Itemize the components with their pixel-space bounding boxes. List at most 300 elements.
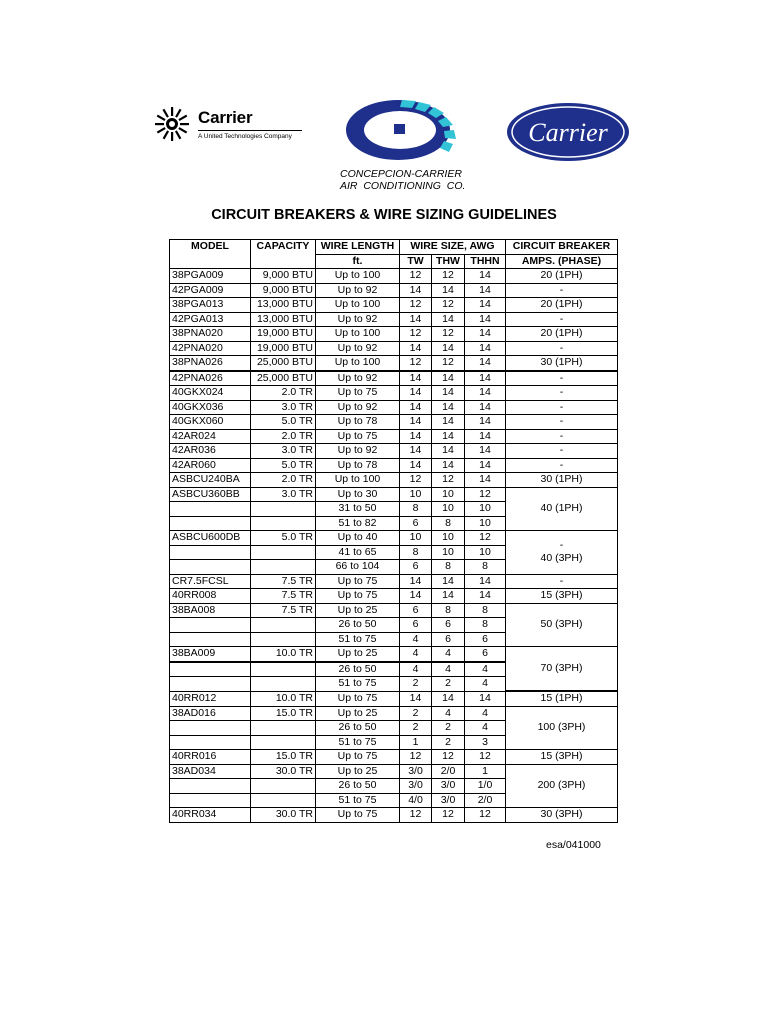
cell-capacity: 5.0 TR [251,458,316,473]
cell-length: 51 to 75 [316,793,400,808]
table-row [170,487,618,502]
cell-breaker: 50 (3PH) [506,603,618,647]
cell-length: Up to 75 [316,691,400,706]
cell-capacity: 7.5 TR [251,589,316,604]
sunburst-icon [154,106,190,142]
cell-length: 26 to 50 [316,721,400,736]
cell-tw: 8 [400,502,432,517]
cell-breaker: 40 (1PH) [506,487,618,531]
cell-thhn: 8 [465,618,506,633]
company-line-1: CONCEPCION-CARRIER [340,168,462,180]
cell-tw: 3/0 [400,779,432,794]
cell-thw: 10 [432,545,465,560]
table-row [170,444,618,459]
cell-model [170,502,251,517]
table-row [170,706,618,721]
cell-breaker: 30 (3PH) [506,808,618,823]
cell-thhn: 14 [465,458,506,473]
cell-thw: 14 [432,589,465,604]
cell-breaker: - [506,371,618,386]
cell-capacity: 9,000 BTU [251,283,316,298]
cell-thhn: 4 [465,662,506,677]
cell-thw: 14 [432,415,465,430]
cell-model: CR7.5FCSL [170,574,251,589]
table-row [170,589,618,604]
cell-capacity: 25,000 BTU [251,371,316,386]
cell-tw: 12 [400,808,432,823]
cell-model: 40GKX060 [170,415,251,430]
company-line-2: AIR CONDITIONING CO. [340,180,466,192]
cell-thw: 14 [432,400,465,415]
cell-capacity [251,721,316,736]
header-thw: THW [432,254,465,269]
cell-thhn: 12 [465,487,506,502]
cell-breaker: - [506,386,618,401]
cell-thhn: 8 [465,603,506,618]
document-reference: esa/041000 [546,839,601,851]
cell-model: 40RR008 [170,589,251,604]
cell-tw: 2 [400,721,432,736]
cell-model: 42PGA013 [170,312,251,327]
cell-capacity: 10.0 TR [251,647,316,662]
cell-tw: 2 [400,677,432,692]
table-header-row [170,240,618,255]
cell-thhn: 14 [465,400,506,415]
cell-capacity [251,793,316,808]
cell-thw: 14 [432,691,465,706]
cell-thw: 4 [432,706,465,721]
company-name [340,168,465,192]
brand-left-subtitle: A United Technologies Company [198,133,292,140]
cell-capacity [251,677,316,692]
cell-model [170,516,251,531]
cell-length: Up to 78 [316,415,400,430]
cell-thhn: 12 [465,531,506,546]
cell-thhn: 6 [465,632,506,647]
table-row [170,531,618,546]
cell-tw: 14 [400,415,432,430]
cell-model: 42AR060 [170,458,251,473]
cell-thw: 10 [432,502,465,517]
cell-thhn: 14 [465,356,506,371]
cell-length: Up to 100 [316,298,400,313]
concepcion-emblem-icon [340,97,468,161]
cell-capacity: 7.5 TR [251,603,316,618]
cell-capacity: 2.0 TR [251,473,316,488]
cell-length: Up to 30 [316,487,400,502]
cell-capacity: 13,000 BTU [251,298,316,313]
cell-tw: 14 [400,312,432,327]
cell-model: 38AD034 [170,764,251,779]
cell-model: 38BA008 [170,603,251,618]
cell-breaker: - [506,574,618,589]
cell-length: Up to 75 [316,429,400,444]
cell-thhn: 14 [465,386,506,401]
cell-thw: 2 [432,677,465,692]
cell-breaker: 200 (3PH) [506,764,618,808]
cell-length: 51 to 75 [316,735,400,750]
cell-tw: 14 [400,371,432,386]
header-model: MODEL [170,240,251,269]
table-row [170,429,618,444]
cell-tw: 14 [400,386,432,401]
cell-thhn: 2/0 [465,793,506,808]
cell-length: Up to 78 [316,458,400,473]
header-capacity: CAPACITY [251,240,316,269]
cell-thhn: 14 [465,312,506,327]
cell-tw: 6 [400,516,432,531]
header-breaker: CIRCUIT BREAKER [506,240,618,255]
cell-capacity [251,502,316,517]
cell-capacity: 7.5 TR [251,574,316,589]
table-row [170,371,618,386]
cell-thw: 12 [432,356,465,371]
cell-model: 42PGA009 [170,283,251,298]
cell-capacity: 30.0 TR [251,808,316,823]
table-row [170,298,618,313]
cell-model [170,618,251,633]
cell-length: 51 to 75 [316,632,400,647]
cell-thw: 14 [432,386,465,401]
cell-capacity [251,545,316,560]
brand-left-name: Carrier [198,108,253,127]
cell-thhn: 14 [465,269,506,284]
concepcion-carrier-logo [340,97,468,166]
cell-thhn: 14 [465,283,506,298]
cell-thw: 12 [432,750,465,765]
cell-length: 41 to 65 [316,545,400,560]
header-thhn: THHN [465,254,506,269]
brand-divider [198,130,302,131]
cell-length: 51 to 82 [316,516,400,531]
cell-capacity: 3.0 TR [251,487,316,502]
cell-thw: 12 [432,473,465,488]
cell-length: Up to 100 [316,473,400,488]
cell-thhn: 1/0 [465,779,506,794]
cell-breaker: - 40 (3PH) [506,531,618,575]
cell-length: Up to 92 [316,371,400,386]
table-row [170,574,618,589]
cell-capacity: 10.0 TR [251,691,316,706]
table-row [170,458,618,473]
cell-capacity [251,618,316,633]
cell-capacity [251,779,316,794]
cell-thhn: 4 [465,706,506,721]
table-row [170,764,618,779]
cell-capacity: 30.0 TR [251,764,316,779]
cell-length: Up to 25 [316,603,400,618]
cell-model: 38PNA020 [170,327,251,342]
cell-thw: 14 [432,574,465,589]
brand-right-name: Carrier [528,118,608,147]
cell-breaker: 30 (1PH) [506,356,618,371]
cell-thw: 8 [432,560,465,575]
cell-thhn: 14 [465,691,506,706]
cell-tw: 4 [400,662,432,677]
cell-thhn: 14 [465,473,506,488]
table-row [170,647,618,662]
cell-breaker: - [506,341,618,356]
cell-thhn: 4 [465,721,506,736]
carrier-oval-logo [505,101,631,168]
cell-length: Up to 100 [316,356,400,371]
cell-capacity: 2.0 TR [251,429,316,444]
cell-breaker: 15 (3PH) [506,589,618,604]
cell-thhn: 3 [465,735,506,750]
cell-capacity: 19,000 BTU [251,341,316,356]
cell-capacity: 19,000 BTU [251,327,316,342]
cell-tw: 6 [400,618,432,633]
cell-length: Up to 75 [316,589,400,604]
cell-length: Up to 75 [316,386,400,401]
cell-breaker: - [506,444,618,459]
cell-length: 26 to 50 [316,662,400,677]
cell-model [170,560,251,575]
table-row [170,691,618,706]
table-row [170,386,618,401]
cell-thw: 14 [432,283,465,298]
cell-length: Up to 92 [316,341,400,356]
table-row [170,269,618,284]
cell-thhn: 14 [465,415,506,430]
cell-model: 38PGA009 [170,269,251,284]
cell-capacity [251,516,316,531]
cell-model: ASBCU600DB [170,531,251,546]
cell-length: 26 to 50 [316,779,400,794]
cell-model [170,779,251,794]
cell-thw: 12 [432,327,465,342]
cell-model [170,545,251,560]
cell-thw: 6 [432,632,465,647]
table-row [170,808,618,823]
cell-thw: 14 [432,429,465,444]
header-wire-length-unit: ft. [316,254,400,269]
cell-thhn: 14 [465,371,506,386]
cell-tw: 14 [400,458,432,473]
cell-model: 40GKX036 [170,400,251,415]
cell-length: Up to 25 [316,647,400,662]
cell-length: Up to 92 [316,283,400,298]
cell-tw: 6 [400,603,432,618]
cell-model: 40RR012 [170,691,251,706]
cell-thhn: 14 [465,327,506,342]
cell-capacity [251,632,316,647]
header-wire-length: WIRE LENGTH [316,240,400,255]
carrier-oval-icon [505,101,631,163]
cell-thw: 12 [432,808,465,823]
cell-tw: 12 [400,356,432,371]
cell-model [170,677,251,692]
cell-thw: 14 [432,371,465,386]
cell-capacity: 3.0 TR [251,444,316,459]
cell-thw: 8 [432,516,465,531]
cell-model: 42PNA026 [170,371,251,386]
cell-breaker: - [506,312,618,327]
cell-capacity [251,735,316,750]
cell-tw: 14 [400,574,432,589]
table-row [170,327,618,342]
cell-thw: 10 [432,531,465,546]
table-row [170,356,618,371]
cell-length: 26 to 50 [316,618,400,633]
cell-thhn: 10 [465,545,506,560]
cell-model: 40RR034 [170,808,251,823]
carrier-utc-logo [154,104,314,148]
page-title: CIRCUIT BREAKERS & WIRE SIZING GUIDELINES [211,207,557,223]
cell-length: Up to 75 [316,808,400,823]
cell-tw: 12 [400,298,432,313]
cell-capacity [251,662,316,677]
cell-model: 38BA009 [170,647,251,662]
cell-model: 38PGA013 [170,298,251,313]
cell-model [170,793,251,808]
cell-model: 38PNA026 [170,356,251,371]
cell-capacity: 15.0 TR [251,750,316,765]
cell-breaker: 70 (3PH) [506,647,618,692]
table-row [170,312,618,327]
cell-tw: 14 [400,444,432,459]
cell-thhn: 14 [465,298,506,313]
cell-breaker: 20 (1PH) [506,269,618,284]
cell-length: Up to 40 [316,531,400,546]
cell-length: Up to 75 [316,574,400,589]
cell-tw: 14 [400,691,432,706]
cell-length: 51 to 75 [316,677,400,692]
cell-model [170,735,251,750]
cell-tw: 12 [400,327,432,342]
cell-breaker: 15 (1PH) [506,691,618,706]
cell-length: Up to 92 [316,444,400,459]
cell-thhn: 1 [465,764,506,779]
cell-length: Up to 25 [316,706,400,721]
cell-length: Up to 25 [316,764,400,779]
table-row [170,283,618,298]
cell-tw: 4 [400,632,432,647]
cell-capacity [251,560,316,575]
cell-thhn: 12 [465,808,506,823]
table-row [170,400,618,415]
cell-breaker: - [506,429,618,444]
cell-thw: 14 [432,458,465,473]
cell-tw: 6 [400,560,432,575]
cell-tw: 1 [400,735,432,750]
cell-thw: 4 [432,647,465,662]
cell-model: 42AR036 [170,444,251,459]
cell-breaker: - [506,283,618,298]
cell-length: Up to 92 [316,400,400,415]
cell-thw: 3/0 [432,779,465,794]
cell-capacity: 15.0 TR [251,706,316,721]
cell-breaker: 30 (1PH) [506,473,618,488]
table-body [170,269,618,823]
cell-model: ASBCU240BA [170,473,251,488]
cell-breaker: 20 (1PH) [506,298,618,313]
cell-thhn: 10 [465,502,506,517]
table-row [170,473,618,488]
cell-model [170,632,251,647]
cell-thhn: 14 [465,589,506,604]
cell-breaker: 15 (3PH) [506,750,618,765]
table-row [170,415,618,430]
cell-tw: 14 [400,589,432,604]
cell-thw: 10 [432,487,465,502]
cell-breaker: 20 (1PH) [506,327,618,342]
cell-thhn: 14 [465,429,506,444]
cell-tw: 4/0 [400,793,432,808]
cell-breaker: 100 (3PH) [506,706,618,750]
cell-thw: 8 [432,603,465,618]
cell-breaker: - [506,415,618,430]
cell-capacity: 25,000 BTU [251,356,316,371]
cell-thw: 6 [432,618,465,633]
cell-length: Up to 75 [316,750,400,765]
cell-breaker: - [506,400,618,415]
cell-tw: 10 [400,531,432,546]
table-row [170,603,618,618]
cell-model [170,662,251,677]
cell-length: 31 to 50 [316,502,400,517]
cell-model [170,721,251,736]
cell-capacity: 5.0 TR [251,531,316,546]
cell-model: 42PNA020 [170,341,251,356]
cell-thhn: 14 [465,341,506,356]
cell-length: Up to 92 [316,312,400,327]
cell-length: 66 to 104 [316,560,400,575]
cell-model: 40GKX024 [170,386,251,401]
cell-tw: 14 [400,400,432,415]
cell-thhn: 14 [465,444,506,459]
cell-thw: 12 [432,269,465,284]
cell-model: ASBCU360BB [170,487,251,502]
cell-capacity: 13,000 BTU [251,312,316,327]
cell-thhn: 6 [465,647,506,662]
cell-capacity: 3.0 TR [251,400,316,415]
header-tw: TW [400,254,432,269]
cell-thhn: 8 [465,560,506,575]
cell-length: Up to 100 [316,327,400,342]
cell-tw: 12 [400,473,432,488]
cell-thhn: 14 [465,574,506,589]
cell-tw: 14 [400,429,432,444]
cell-model: 40RR016 [170,750,251,765]
cell-thhn: 12 [465,750,506,765]
cell-tw: 4 [400,647,432,662]
cell-thhn: 4 [465,677,506,692]
cell-tw: 10 [400,487,432,502]
cell-capacity: 9,000 BTU [251,269,316,284]
header-wire-size: WIRE SIZE, AWG [400,240,506,255]
cell-thw: 2 [432,721,465,736]
cell-model: 38AD016 [170,706,251,721]
cell-thw: 14 [432,312,465,327]
cell-thw: 14 [432,341,465,356]
cell-tw: 12 [400,269,432,284]
cell-thhn: 10 [465,516,506,531]
cell-capacity: 2.0 TR [251,386,316,401]
cell-tw: 14 [400,341,432,356]
wire-sizing-table [169,239,618,823]
cell-tw: 8 [400,545,432,560]
cell-tw: 14 [400,283,432,298]
cell-thw: 2 [432,735,465,750]
cell-thw: 3/0 [432,793,465,808]
cell-capacity: 5.0 TR [251,415,316,430]
cell-tw: 2 [400,706,432,721]
cell-model: 42AR024 [170,429,251,444]
cell-thw: 12 [432,298,465,313]
cell-thw: 2/0 [432,764,465,779]
cell-tw: 12 [400,750,432,765]
